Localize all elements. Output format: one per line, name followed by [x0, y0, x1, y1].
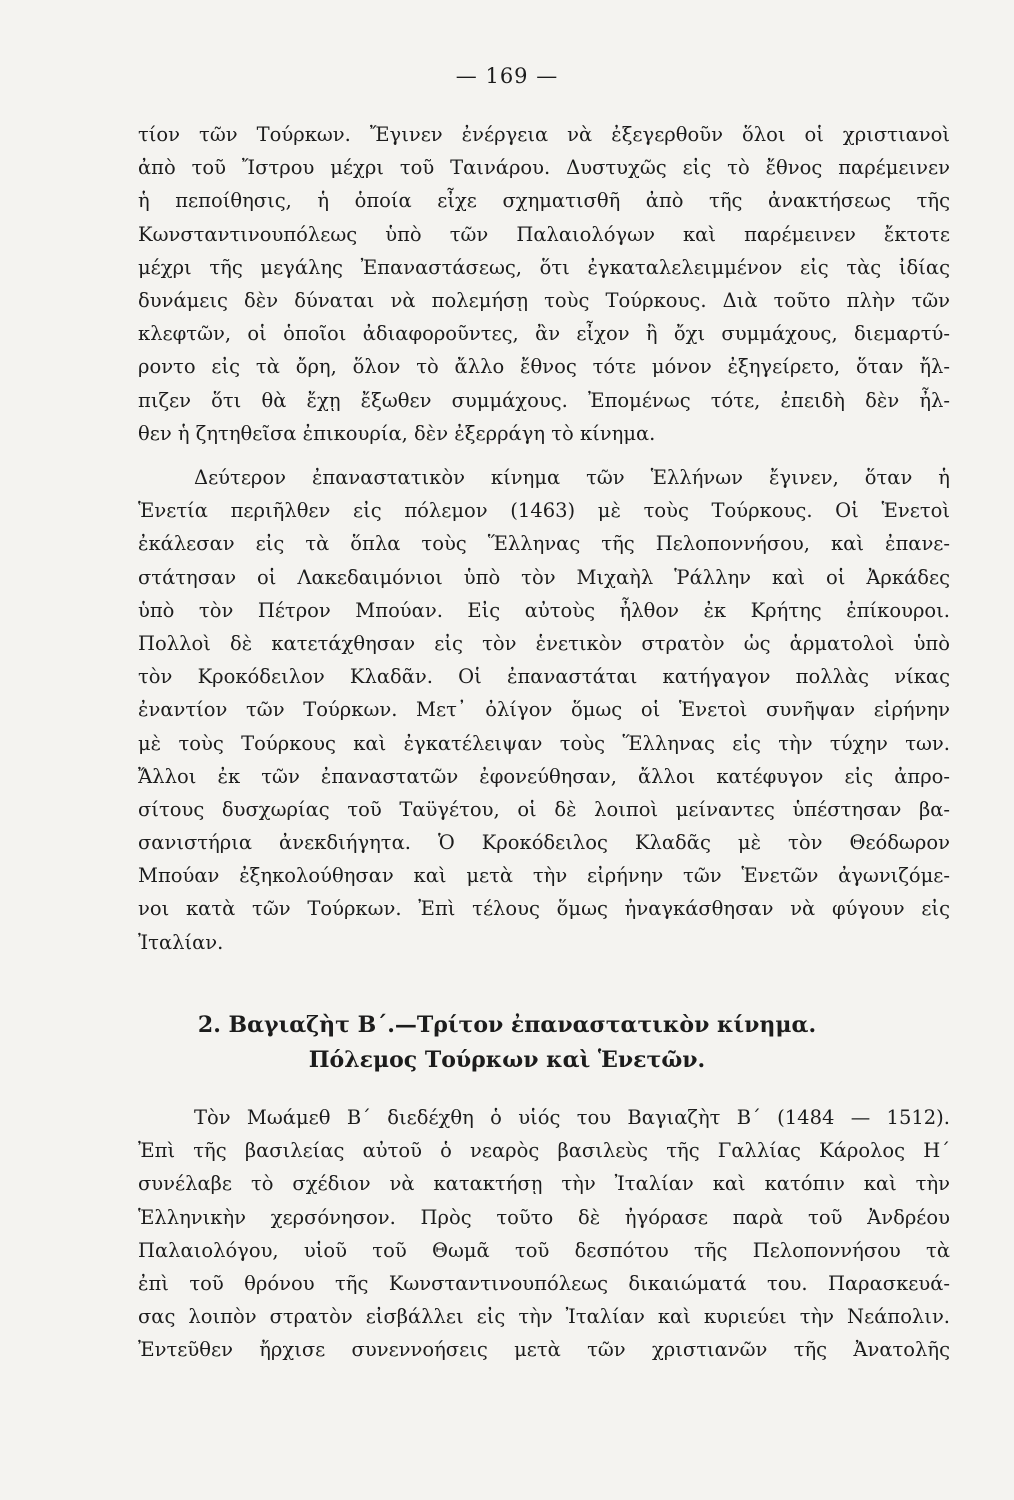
text-line: θεν ἡ ζητηθεῖσα ἐπικουρία, δὲν ἐξερράγη τὸ κίνημα.: [138, 421, 656, 445]
text-line: Ἰταλίαν.: [138, 930, 224, 954]
text-line: σανιστήρια ἀνεκδιήγητα. Ὁ Κροκόδειλος Κλαδᾶς μὲ τὸν Θεόδωρον: [138, 831, 950, 855]
paragraph-bayezid: [138, 1101, 950, 1367]
text-line: ἐκάλεσαν εἰς τὰ ὅπλα τοὺς Ἕλληνας τῆς Πελοποννήσου, καὶ ἐπανε-: [138, 532, 950, 556]
text-line: Ἄλλοι ἐκ τῶν ἐπαναστατῶν ἐφονεύθησαν, ἄλλοι κατέφυγον εἰς ἀπρο-: [138, 764, 950, 788]
text-line: ἐναντίον τῶν Τούρκων. Μετ᾽ ὀλίγον ὅμως οἱ Ἑνετοὶ συνῆψαν εἰρήνην: [138, 698, 950, 722]
text-line: ἡ πεποίθησις, ἡ ὁποία εἶχε σχηματισθῆ ἀπὸ τῆς ἀνακτήσεως τῆς: [138, 189, 950, 213]
paragraph-continuation: [138, 118, 950, 450]
text-line: ὑπὸ τὸν Πέτρον Μπούαν. Εἰς αὐτοὺς ἦλθον ἐκ Κρήτης ἐπίκουροι.: [138, 598, 950, 622]
text-line: στάτησαν οἱ Λακεδαιμόνιοι ὑπὸ τὸν Μιχαὴλ Ῥάλλην καὶ οἱ Ἀρκάδες: [138, 565, 950, 589]
text-line: συνέλαβε τὸ σχέδιον νὰ κατακτήσῃ τὴν Ἰταλίαν καὶ κατόπιν καὶ τὴν: [138, 1172, 950, 1196]
text-line: πιζεν ὅτι θὰ ἔχῃ ἔξωθεν συμμάχους. Ἐπομένως τότε, ἐπειδὴ δὲν ἦλ-: [138, 388, 950, 412]
text-line: τίον τῶν Τούρκων. Ἔγινεν ἐνέργεια νὰ ἐξεγερθοῦν ὅλοι οἱ χριστιανοὶ: [138, 123, 950, 146]
text-line: δυνάμεις δὲν δύναται νὰ πολεμήσῃ τοὺς Τούρκους. Διὰ τοῦτο πλὴν τῶν: [138, 288, 950, 312]
text-line: σας λοιπὸν στρατὸν εἰσβάλλει εἰς τὴν Ἰταλίαν καὶ κυριεύει τὴν Νεάπολιν.: [138, 1305, 950, 1329]
text-line: Ἑνετία περιῆλθεν εἰς πόλεμον (1463) μὲ τοὺς Τούρκους. Οἱ Ἑνετοὶ: [138, 499, 950, 523]
text-line: νοι κατὰ τῶν Τούρκων. Ἐπὶ τέλους ὅμως ἠναγκάσθησαν νὰ φύγουν εἰς: [138, 897, 950, 921]
section-heading-line-2: Πόλεμος Τούρκων καὶ Ἑνετῶν.: [308, 1047, 706, 1073]
text-line: Τὸν Μωάμεθ Β΄ διεδέχθη ὁ υἱός του Βαγιαζὴτ Β΄ (1484 — 1512).: [194, 1106, 950, 1129]
text-line: ἐπὶ τοῦ θρόνου τῆς Κωνσταντινουπόλεως δικαιώματά του. Παρασκευά-: [138, 1271, 950, 1295]
text-line: Ἑλληνικὴν χερσόνησον. Πρὸς τοῦτο δὲ ἠγόρασε παρὰ τοῦ Ἀνδρέου: [138, 1205, 950, 1229]
text-line: Κωνσταντινουπόλεως ὑπὸ τῶν Παλαιολόγων καὶ παρέμεινεν ἔκτοτε: [138, 222, 950, 246]
text-line: Ἐπὶ τῆς βασιλείας αὐτοῦ ὁ νεαρὸς βασιλεὺς τῆς Γαλλίας Κάρολος Η΄: [138, 1139, 950, 1163]
text-line: μέχρι τῆς μεγάλης Ἐπαναστάσεως, ὅτι ἐγκαταλελειμμένον εἰς τὰς ἰδίας: [138, 255, 950, 279]
text-line: Παλαιολόγου, υἱοῦ τοῦ Θωμᾶ τοῦ δεσπότου τῆς Πελοποννήσου τὰ: [138, 1238, 950, 1262]
text-line: τὸν Κροκόδειλον Κλαδᾶν. Οἱ ἐπαναστάται κατήγαγον πολλὰς νίκας: [138, 665, 950, 689]
page-number: — 169 —: [455, 64, 559, 88]
text-line: κλεφτῶν, οἱ ὁποῖοι ἀδιαφοροῦντες, ἂν εἶχον ἢ ὄχι συμμάχους, διεμαρτύ-: [138, 322, 950, 346]
text-line: Μπούαν ἐξηκολούθησαν καὶ μετὰ τὴν εἰρήνην τῶν Ἑνετῶν ἀγωνιζόμε-: [138, 864, 950, 888]
text-line: ἀπὸ τοῦ Ἴστρου μέχρι τοῦ Ταινάρου. Δυστυχῶς εἰς τὸ ἔθνος παρέμεινεν: [138, 156, 950, 180]
text-line: ροντο εἰς τὰ ὄρη, ὅλον τὸ ἄλλο ἔθνος τότε μόνον ἐξηγείρετο, ὅταν ἤλ-: [138, 355, 950, 379]
text-line: μὲ τοὺς Τούρκους καὶ ἐγκατέλειψαν τοὺς Ἕλληνας εἰς τὴν τύχην των.: [138, 731, 950, 755]
section-heading-line-1: 2. Βαγιαζὴτ Β΄.—Τρίτον ἐπαναστατικὸν κίνημα.: [197, 1012, 817, 1038]
paragraph-second-movement: [138, 461, 950, 959]
text-line: σίτους δυσχωρίας τοῦ Ταϋγέτου, οἱ δὲ λοιποὶ μείναντες ὑπέστησαν βα-: [138, 797, 950, 821]
text-line: Δεύτερον ἐπαναστατικὸν κίνημα τῶν Ἑλλήνων ἔγινεν, ὅταν ἡ: [194, 466, 950, 489]
text-line: Ἐντεῦθεν ἤρχισε συνεννοήσεις μετὰ τῶν χριστιανῶν τῆς Ἀνατολῆς: [138, 1338, 950, 1362]
text-line: Πολλοὶ δὲ κατετάχθησαν εἰς τὸν ἑνετικὸν στρατὸν ὡς ἁρματολοὶ ὑπὸ: [138, 631, 950, 655]
